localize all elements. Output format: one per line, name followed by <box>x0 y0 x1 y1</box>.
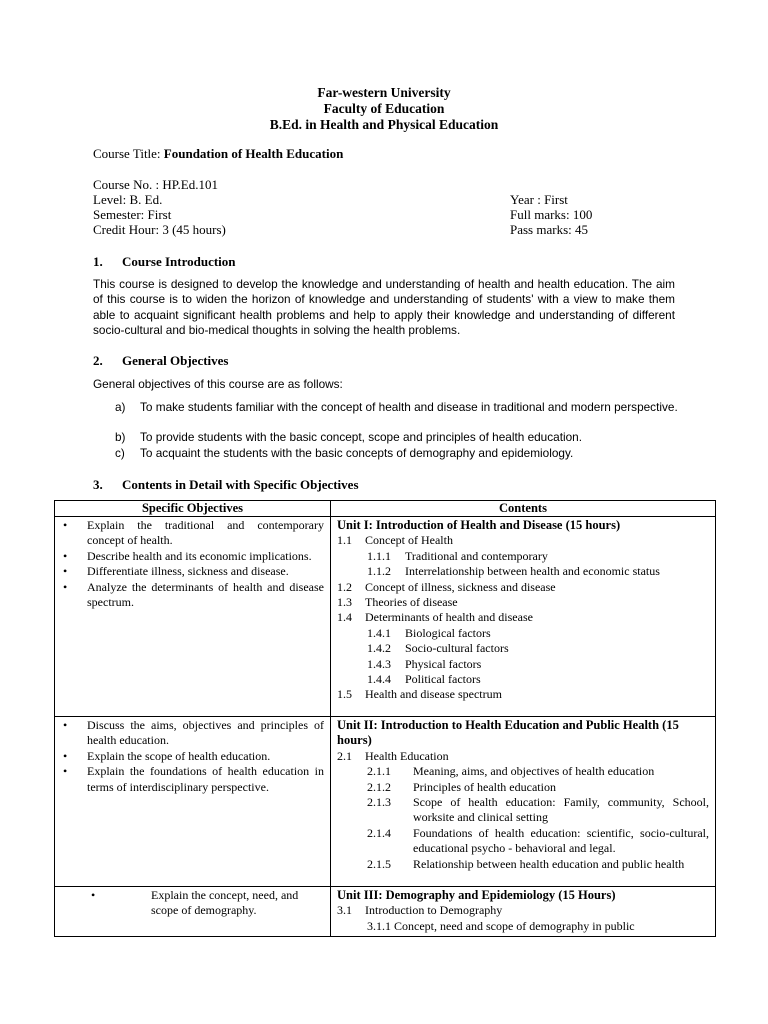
list-item: 1.4.4 Political factors <box>367 672 481 687</box>
list-item: • Explain the foundations of health education in terms of interdisciplinary perspective. <box>61 764 324 795</box>
section-heading-intro: 1. Course Introduction <box>93 254 236 269</box>
list-item: • Differentiate illness, sickness and disease. <box>61 564 324 579</box>
column-header-objectives: Specific Objectives <box>55 501 331 517</box>
course-full-marks: Full marks: 100 <box>510 207 593 222</box>
column-header-contents: Contents <box>331 501 716 517</box>
course-year: Year : First <box>510 192 568 207</box>
list-item: • Explain the traditional and contemporary concept of health. <box>61 518 324 549</box>
table-row <box>55 517 716 717</box>
list-item: 1.2 Concept of illness, sickness and disease <box>337 579 556 594</box>
list-item: 1.1.1 Traditional and contemporary <box>367 548 548 563</box>
list-item: 1.4.3 Physical factors <box>367 656 482 671</box>
table-row <box>55 887 716 937</box>
list-item: 2.1.2 Principles of health education <box>367 779 556 794</box>
table-row <box>55 717 716 887</box>
unit2-objectives <box>55 717 331 887</box>
list-item: • Explain the scope of health education. <box>61 749 324 764</box>
list-item: 1.5 Health and disease spectrum <box>337 687 502 702</box>
course-level: Level: B. Ed. <box>93 192 163 207</box>
objectives-intro: General objectives of this course are as follows: <box>93 377 343 391</box>
unit3-contents <box>331 887 716 937</box>
list-item: • Explain the concept, need, and scope of demography. <box>91 888 299 918</box>
list-item: 1.3 Theories of disease <box>337 595 458 610</box>
course-title-value: Foundation of Health Education <box>163 146 344 161</box>
list-item: 1.4.1 Biological factors <box>367 625 491 640</box>
unit2-contents <box>331 717 716 887</box>
list-item: 1.1 Concept of Health <box>337 533 453 548</box>
section-heading-contents: 3. Contents in Detail with Specific Objectives <box>93 477 359 492</box>
section-heading-objectives: 2. General Objectives <box>93 353 229 368</box>
course-semester: Semester: First <box>93 207 172 222</box>
faculty-name: Faculty of Education <box>323 101 445 116</box>
unit1-contents <box>331 517 716 717</box>
table-header-row <box>55 501 716 517</box>
list-item: • Analyze the determinants of health and disease spectrum. <box>61 580 324 611</box>
course-credit-hour: Credit Hour: 3 (45 hours) <box>93 222 226 237</box>
objective-item: a) To make students familiar with the concept of health and disease in traditional and modern perspective. <box>115 400 678 414</box>
unit-title: Unit III: Demography and Epidemiology (15 Hours) <box>337 888 616 902</box>
objective-item: b) To provide students with the basic concept, scope and principles of health education. <box>115 430 583 444</box>
list-item: 2.1.1 Meaning, aims, and objectives of health education <box>367 764 655 779</box>
list-item: 2.1.3 Scope of health education: Family, community, School, worksite and clinical setting <box>367 795 709 825</box>
unit-title: Unit II: Introduction to Health Education and Public Health (15 hours) <box>337 718 679 748</box>
list-item: 3.1 Introduction to Demography <box>337 903 503 918</box>
unit3-objectives <box>55 887 331 937</box>
unit-title: Unit I: Introduction of Health and Disease (15 hours) <box>337 518 621 532</box>
unit1-objectives <box>55 517 331 717</box>
course-introduction-text: This course is designed to develop the knowledge and understanding of health and health education. The aim of this course is to widen the horizon of knowledge and understanding of students' with a view to make them able to acquaint significant health problems and help to apply their knowledge and understanding of different socio-cultural and bio-medical thoughts in solving the health problems. <box>93 277 675 338</box>
contents-table <box>54 500 716 937</box>
course-pass-marks: Pass marks: 45 <box>510 222 588 237</box>
list-item: 1.4 Determinants of health and disease <box>337 610 533 625</box>
course-number: Course No. : HP.Ed.101 <box>93 177 218 192</box>
list-item: 3.1.1 Concept, need and scope of demography in public <box>367 918 635 933</box>
list-item: 1.1.2 Interrelationship between health and economic status <box>367 564 660 579</box>
list-item: • Describe health and its economic implications. <box>61 549 324 564</box>
course-title-label: Course Title: <box>93 146 161 161</box>
list-item: 2.1.4 Foundations of health education: scientific, socio-cultural, educational psycho - behavioral and legal. <box>367 825 709 856</box>
list-item: 2.1.5 Relationship between health education and public health <box>367 856 685 871</box>
bullet-icon: • <box>91 888 96 902</box>
program-name: B.Ed. in Health and Physical Education <box>269 117 499 132</box>
university-name: Far-western University <box>317 85 451 100</box>
course-title <box>93 146 343 162</box>
list-item: • Discuss the aims, objectives and principles of health education. <box>61 718 324 749</box>
list-item: 2.1 Health Education <box>337 748 449 763</box>
objective-item: c) To acquaint the students with the basic concepts of demography and epidemiology. <box>115 446 574 460</box>
list-item: 1.4.2 Socio-cultural factors <box>367 641 509 656</box>
